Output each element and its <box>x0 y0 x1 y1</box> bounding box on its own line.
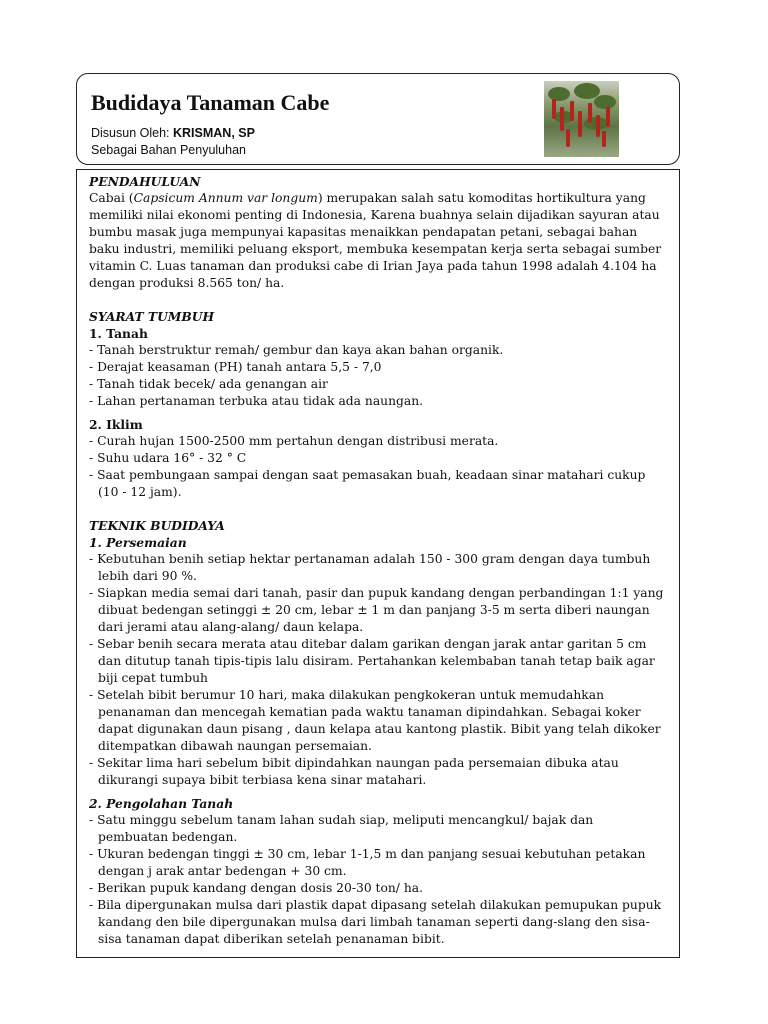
section-heading-pendahuluan: PENDAHULUAN <box>89 174 201 189</box>
persemaian-list <box>89 551 667 789</box>
list-item: - Berikan pupuk kandang dengan dosis 20-30 ton/ ha. <box>89 881 424 895</box>
subheading-persemaian: 1. Persemaian <box>89 535 187 550</box>
tanah-list <box>89 342 667 410</box>
subheading-iklim: 2. Iklim <box>89 417 143 432</box>
list-item: - Sekitar lima hari sebelum bibit dipindahkan naungan pada persemaian dibuka atau dikurangi supaya bibit terbiasa kena sinar matahari. <box>89 756 619 787</box>
chili-plant-photo <box>544 81 619 157</box>
section-heading-syarat-tumbuh: SYARAT TUMBUH <box>89 309 215 324</box>
subheading-tanah: 1. Tanah <box>89 326 148 341</box>
list-item: - Derajat keasaman (PH) tanah antara 5,5 - 7,0 <box>89 360 382 374</box>
pendahuluan-paragraph: Cabai (Capsicum Annum var longum) merupakan salah satu komoditas hortikultura yang memiliki nilai ekonomi penting di Indonesia, Karena buahnya selain dijadikan sayuran atau bumbu masak juga mempunyai kapasitas menaikkan pendapatan petani, sebagai bahan baku industri, memiliki peluang eksport, membuka kesempatan kerja serta sebagai sumber vitamin C. Luas tanaman dan produksi cabe di Irian Jaya pada tahun 1998 adalah 4.104 ha dengan produksi 8.565 ton/ ha. <box>89 191 662 290</box>
content-box <box>76 169 680 958</box>
list-item: - Saat pembungaan sampai dengan saat pemasakan buah, keadaan sinar matahari cukup (10 - 12 jam). <box>89 468 646 499</box>
author-line <box>91 126 255 140</box>
subheading-pengolahan-tanah: 2. Pengolahan Tanah <box>89 796 234 811</box>
pengolahan-list <box>89 812 667 948</box>
list-item: - Setelah bibit berumur 10 hari, maka dilakukan pengkokeran untuk memudahkan penanaman dan mencegah kematian pada waktu tanaman dipindahkan. Sebagai koker dapat digunakan daun pisang , daun kelapa atau kantong plastik. Bibit yang telah dikoker ditempatkan dibawah naungan persemaian. <box>89 688 661 753</box>
list-item: - Satu minggu sebelum tanam lahan sudah siap, meliputi mencangkul/ bajak dan pembuatan bedengan. <box>89 813 594 844</box>
author-role: Sebagai Bahan Penyuluhan <box>91 143 246 157</box>
latin-name: Capsicum Annum var longum <box>133 191 318 205</box>
list-item: - Bila dipergunakan mulsa dari plastik dapat dipasang setelah dilakukan pemupukan pupuk kandang den bile dipergunakan mulsa dari limbah tanaman seperti dang-slang den sisa-sisa tanaman dapat diberikan setelah penanaman bibit. <box>89 898 662 946</box>
author-prefix: Disusun Oleh: <box>91 126 173 140</box>
list-item: - Ukuran bedengan tinggi ± 30 cm, lebar 1-1,5 m dan panjang sesuai kebutuhan petakan dengan j arak antar bedengan + 30 cm. <box>89 847 646 878</box>
list-item: - Curah hujan 1500-2500 mm pertahun dengan distribusi merata. <box>89 434 499 448</box>
author-name: KRISMAN, SP <box>172 126 255 140</box>
page-title: Budidaya Tanaman Cabe <box>91 90 330 115</box>
list-item: - Sebar benih secara merata atau ditebar dalam garikan dengan jarak antar garitan 5 cm dan ditutup tanah tipis-tipis lalu disiram. Pertahankan kelembaban tanah tetap baik agar biji cepat tumbuh <box>89 637 655 685</box>
list-item: - Lahan pertanaman terbuka atau tidak ada naungan. <box>89 394 424 408</box>
list-item: - Suhu udara 16° - 32 ° C <box>89 451 247 465</box>
list-item: - Tanah tidak becek/ ada genangan air <box>89 377 328 391</box>
section-heading-teknik-budidaya: TEKNIK BUDIDAYA <box>89 518 225 533</box>
list-item: - Kebutuhan benih setiap hektar pertanaman adalah 150 - 300 gram dengan daya tumbuh lebih dari 90 %. <box>89 552 651 583</box>
header-box <box>76 73 680 165</box>
list-item: - Tanah berstruktur remah/ gembur dan kaya akan bahan organik. <box>89 343 504 357</box>
iklim-list <box>89 433 667 501</box>
list-item: - Siapkan media semai dari tanah, pasir dan pupuk kandang dengan perbandingan 1:1 yang dibuat bedengan setinggi ± 20 cm, lebar ± 1 m dan panjang 3-5 m serta diberi naungan dari jerami atau alang-alang/ daun kelapa. <box>89 586 664 634</box>
